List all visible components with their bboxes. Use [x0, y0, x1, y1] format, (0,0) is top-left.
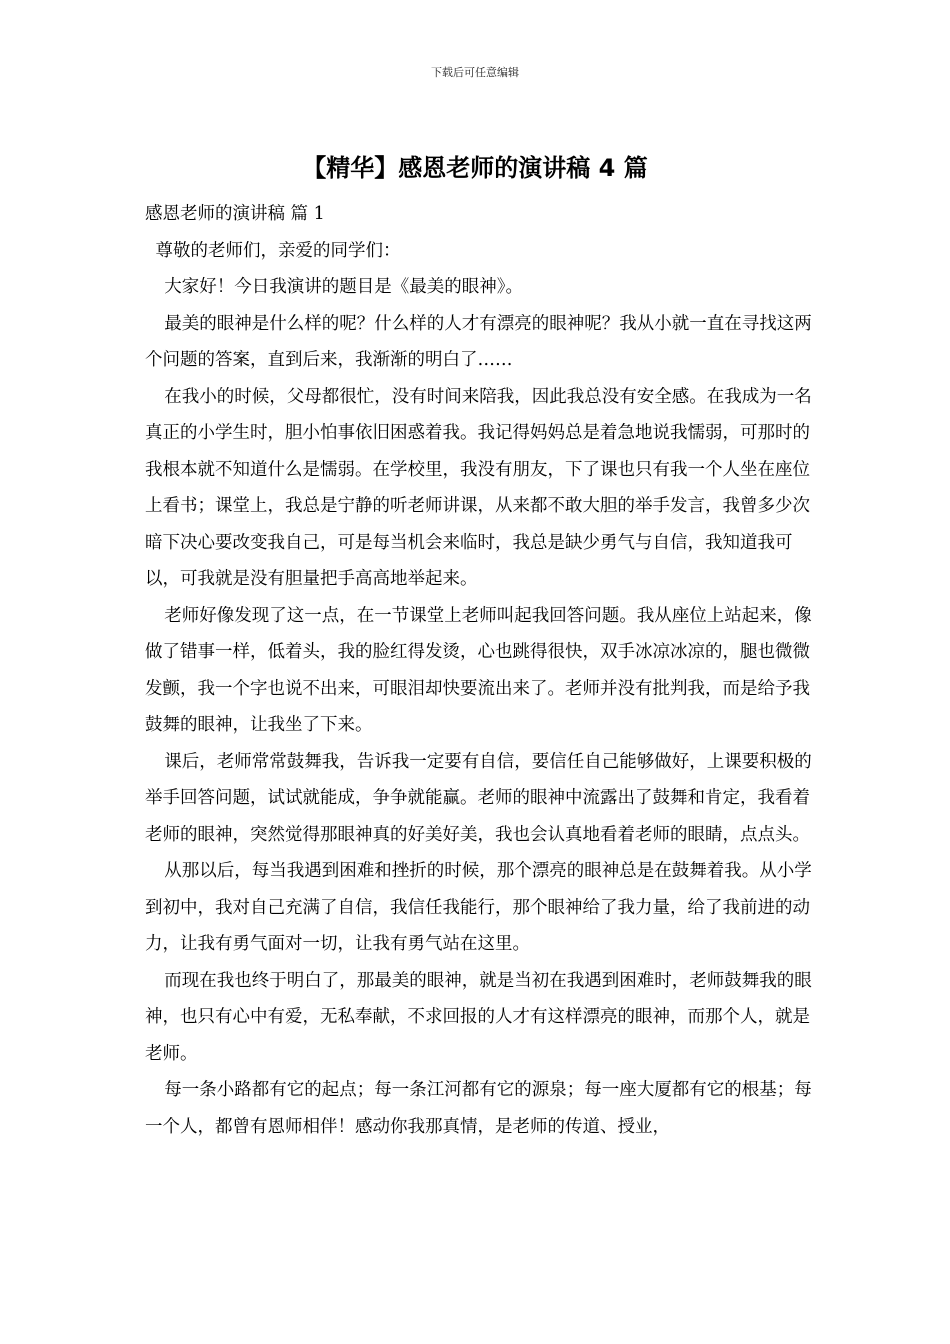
paragraph: 从那以后，每当我遇到困难和挫折的时候，那个漂亮的眼神总是在鼓舞着我。从小学到初中，我对自己充满了自信，我信任我能行，那个眼神给了我力量，给了我前进的动力，让我有勇气面对一切，让我有勇气站在这里。 [145, 861, 812, 954]
paragraph: 课后，老师常常鼓舞我，告诉我一定要有自信，要信任自己能够做好，上课要积极的举手回答问题，试试就能成，争争就能赢。老师的眼神中流露出了鼓舞和肯定，我看着老师的眼神，突然觉得那眼神真的好美好美，我也会认真地看着老师的眼睛，点点头。 [145, 751, 812, 845]
paragraph: 而现在我也终于明白了，那最美的眼神，就是当初在我遇到困难时，老师鼓舞我的眼神，也只有心中有爱，无私奉献，不求回报的人才有这样漂亮的眼神，而那个人，就是老师。 [145, 970, 812, 1064]
paragraph: 大家好！今日我演讲的题目是《最美的眼神》。 [164, 277, 523, 297]
document-body [145, 196, 825, 1145]
header-note: 下载后可任意编辑 [431, 66, 519, 79]
paragraph: 最美的眼神是什么样的呢？什么样的人才有漂亮的眼神呢？我从小就一直在寻找这两个问题的答案，直到后来，我渐渐的明白了…… [145, 313, 812, 370]
paragraph: 每一条小路都有它的起点；每一条江河都有它的源泉；每一座大厦都有它的根基；每一个人，都曾有恩师相伴！感动你我那真情，是老师的传道、授业， [145, 1080, 812, 1137]
paragraph: 在我小的时候，父母都很忙，没有时间来陪我，因此我总没有安全感。在我成为一名真正的小学生时，胆小怕事依旧困惑着我。我记得妈妈总是着急地说我懦弱，可那时的我根本就不知道什么是懦弱。在学校里，我没有朋友，下了课也只有我一个人坐在座位上看书；课堂上，我总是宁静的听老师讲课，从来都不敢大胆的举手发言，我曾多少次暗下决心要改变我自己，可是每当机会来临时，我总是缺少勇气与自信，我知道我可以，可我就是没有胆量把手高高地举起来。 [145, 386, 812, 589]
document-title: 【精华】感恩老师的演讲稿 4 篇 [302, 154, 648, 182]
paragraph: 老师好像发现了这一点，在一节课堂上老师叫起我回答问题。我从座位上站起来，像做了错事一样，低着头，我的脸红得发烫，心也跳得很快，双手冰凉冰凉的，腿也微微发颤，我一个字也说不出来，可眼泪却快要流出来了。老师并没有批判我，而是给予我鼓舞的眼神，让我坐了下来。 [145, 605, 812, 735]
salutation: 尊敬的老师们，亲爱的同学们： [155, 240, 401, 261]
section-title: 感恩老师的演讲稿 篇 1 [145, 204, 325, 224]
